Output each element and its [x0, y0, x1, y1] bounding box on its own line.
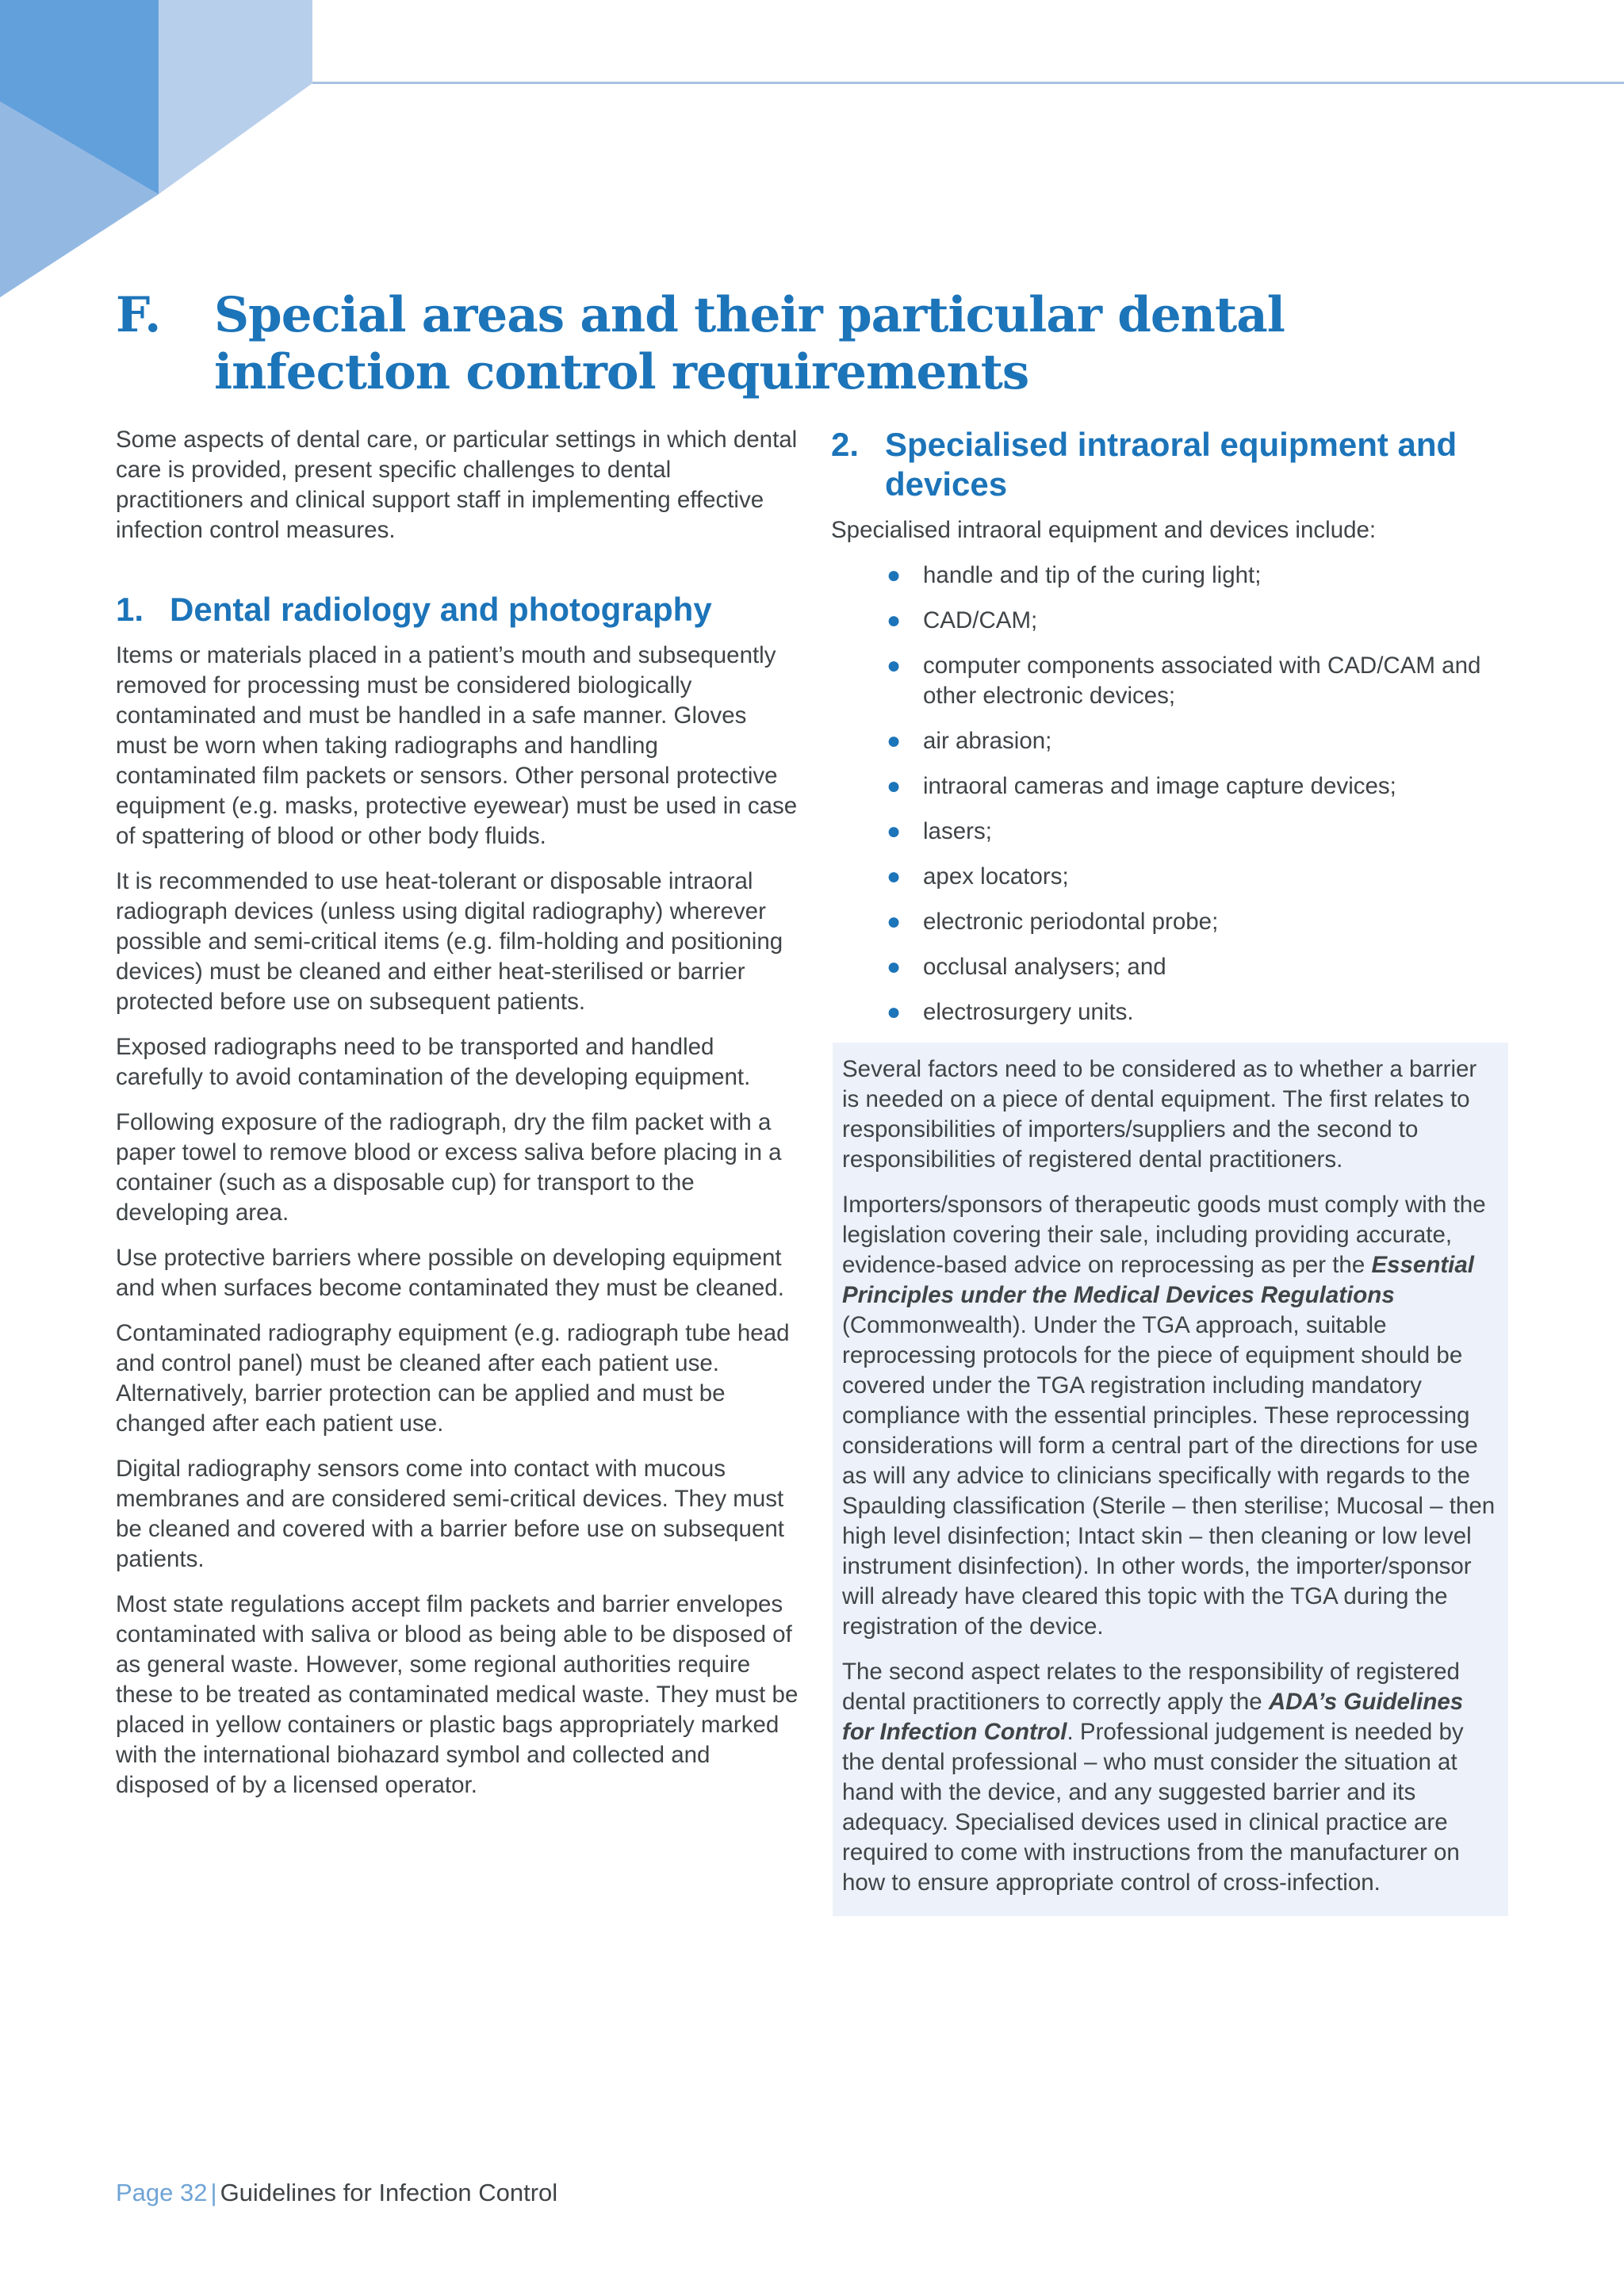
list-intro: Specialised intraoral equipment and devices include:	[831, 517, 1377, 543]
list-item-text: intraoral cameras and image capture devices;	[923, 773, 1396, 799]
bullet-icon: ●	[887, 562, 902, 588]
list-item	[887, 862, 1508, 892]
paragraph: Digital radiography sensors come into contact with mucous membranes and are considered semi-critical devices. They must be cleaned and covered with a barrier before use on subsequent patients.	[116, 1456, 784, 1572]
list-item	[887, 561, 1508, 591]
bullet-icon: ●	[887, 773, 902, 799]
section-title-text: Special areas and their particular dental infection control requirements	[214, 287, 1285, 400]
list-item-text: CAD/CAM;	[923, 607, 1038, 633]
bullet-icon: ●	[887, 863, 902, 890]
page-number: Page 32	[116, 2179, 208, 2206]
footer-separator: |	[210, 2179, 217, 2206]
paragraph: Items or materials placed in a patient’s mouth and subsequently removed for processing must be considered biologically contaminated and must be handled in a safe manner. Gloves must be worn when taking radiographs and handling contaminated film packets or sensors. Other personal protective equipment (e.g. masks, protective eyewear) must be used in case of spattering of blood or other body fluids.	[116, 642, 798, 849]
guideline-citation: ADA’s Guidelines for Infection Control	[842, 1689, 1464, 1745]
callout-text: . Professional judgement is needed by the dental professional – who must consider the situation at hand with the device, and any suggested barrier and its adequacy. Specialised devices used in clinical practice are required to come with instructions from the manufacturer on how to ensure appropriate control of cross-infection.	[842, 1719, 1464, 1896]
regulation-citation: Essential Principles under the Medical Devices Regulations	[842, 1252, 1474, 1308]
callout-text: Importers/sponsors of therapeutic goods must comply with the legislation covering their sale, including providing accurate, evidence-based advice on reprocessing as per the	[842, 1192, 1486, 1278]
equipment-list	[831, 561, 1508, 1027]
bullet-icon: ●	[887, 999, 902, 1025]
list-item	[887, 606, 1508, 636]
list-item	[887, 651, 1508, 711]
list-item-text: electronic periodontal probe;	[923, 909, 1219, 935]
paragraph: Following exposure of the radiograph, dry the film packet with a paper towel to remove blood or excess saliva before placing in a container (such as a disposable cup) for transport to the developing area.	[116, 1109, 782, 1226]
callout-paragraph	[842, 1190, 1499, 1642]
right-column	[831, 425, 1508, 1916]
list-item	[887, 997, 1508, 1027]
subsection-title: Specialised intraoral equipment and devices	[885, 426, 1457, 503]
list-item	[887, 952, 1508, 982]
callout-paragraph	[842, 1657, 1499, 1898]
paragraph: It is recommended to use heat-tolerant or disposable intraoral radiograph devices (unless using digital radiography) wherever possible and semi-critical items (e.g. film-holding and positioning devices) must be cleaned and either heat-sterilised or barrier protected before use on subsequent patients.	[116, 868, 783, 1015]
subsection-heading-radiology	[116, 590, 802, 629]
paragraph: Contaminated radiography equipment (e.g. radiograph tube head and control panel) must be cleaned after each patient use. Alternatively, barrier protection can be applied and must be changed after each patient use.	[116, 1320, 790, 1437]
section-letter: F.	[116, 287, 161, 343]
barrier-callout-box	[833, 1043, 1508, 1916]
corner-decoration	[0, 0, 317, 301]
subsection-number: 1.	[116, 591, 144, 628]
callout-text: The second aspect relates to the responsibility of registered dental practitioners to correctly apply the	[842, 1659, 1460, 1715]
bullet-icon: ●	[887, 909, 902, 935]
paragraph: Exposed radiographs need to be transported and handled carefully to avoid contamination of the developing equipment.	[116, 1034, 751, 1090]
footer-document-title: Guidelines for Infection Control	[220, 2179, 558, 2206]
bullet-icon: ●	[887, 652, 902, 679]
intro-paragraph: Some aspects of dental care, or particular settings in which dental care is provided, present specific challenges to dental practitioners and clinical support staff in implementing effective infection control measures.	[116, 427, 798, 543]
bullet-icon: ●	[887, 607, 902, 633]
subsection-number: 2.	[831, 426, 860, 463]
list-item	[887, 907, 1508, 937]
page-footer	[116, 2177, 557, 2209]
section-title	[116, 287, 1464, 401]
subsection-heading-intraoral	[831, 425, 1508, 504]
bullet-icon: ●	[887, 818, 902, 844]
list-item-text: apex locators;	[923, 863, 1069, 890]
list-item	[887, 726, 1508, 756]
bullet-icon: ●	[887, 954, 902, 980]
list-item	[887, 817, 1508, 847]
paragraph: Use protective barriers where possible on developing equipment and when surfaces become contaminated they must be cleaned.	[116, 1245, 784, 1301]
list-item-text: occlusal analysers; and	[923, 954, 1166, 980]
callout-paragraph: Several factors need to be considered as to whether a barrier is needed on a piece of dental equipment. The first relates to responsibilities of importers/suppliers and the second to responsibilities of registered dental practitioners.	[842, 1056, 1477, 1173]
list-item-text: lasers;	[923, 818, 992, 844]
list-item	[887, 771, 1508, 802]
list-item-text: computer components associated with CAD/CAM and other electronic devices;	[923, 652, 1481, 709]
bullet-icon: ●	[887, 728, 902, 754]
header-rule	[312, 82, 1624, 84]
list-item-text: air abrasion;	[923, 728, 1052, 754]
list-item-text: handle and tip of the curing light;	[923, 562, 1262, 588]
paragraph: Most state regulations accept film packets and barrier envelopes contaminated with saliva or blood as being able to be disposed of as general waste. However, some regional authorities require these to be treated as contaminated medical waste. They must be placed in yellow containers or plastic bags appropriately marked with the international biohazard symbol and collected and disposed of by a licensed operator.	[116, 1591, 799, 1798]
callout-text: (Commonwealth). Under the TGA approach, suitable reprocessing protocols for the piece of equipment should be covered under the TGA registration including mandatory compliance with the essential principles. These reprocessing considerations will form a central part of the directions for use as will any advice to clinicians specifically with regards to the Spaulding classification (Sterile – then sterilise; Mucosal – then high level disinfection; Intact skin – then cleaning or low level instrument disinfection). In other words, the importer/sponsor will already have cleared this topic with the TGA during the registration of the device.	[842, 1312, 1496, 1640]
list-item-text: electrosurgery units.	[923, 999, 1134, 1025]
left-column	[116, 425, 802, 1816]
subsection-title: Dental radiology and photography	[170, 591, 712, 628]
